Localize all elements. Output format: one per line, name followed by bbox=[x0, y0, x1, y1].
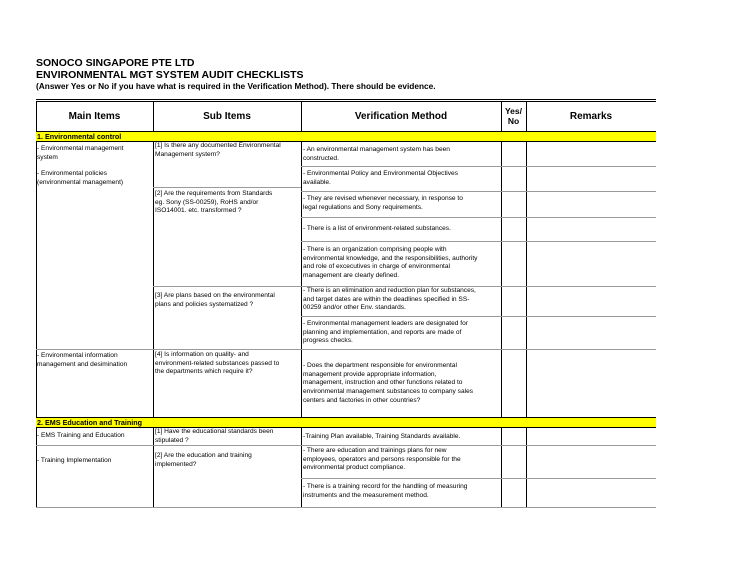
grid-hline bbox=[36, 507, 656, 508]
verification-method bbox=[303, 447, 461, 473]
verification-method bbox=[303, 362, 473, 406]
main-item bbox=[37, 457, 111, 466]
text-line: stipulated ? bbox=[155, 436, 189, 444]
verification-method bbox=[303, 195, 463, 212]
text-line: management provide appropriate information, bbox=[303, 370, 437, 378]
text-line: Management system? bbox=[155, 150, 220, 158]
section-environmental-control: 1. Environmental control bbox=[36, 132, 656, 141]
text-line: - There is a list of environment-related substances. bbox=[303, 225, 451, 232]
grid-hline bbox=[301, 241, 656, 242]
text-line: and role of excecutives in charge of environmental bbox=[303, 263, 450, 271]
verification-method bbox=[303, 287, 476, 313]
col-header-no: No bbox=[507, 116, 520, 126]
text-line: - There is an organization comprising people with bbox=[303, 246, 447, 253]
text-line: [2] Are the requirements from Standards bbox=[155, 190, 273, 197]
document-title: ENVIRONMENTAL MGT SYSTEM AUDIT CHECKLISTS bbox=[36, 69, 304, 81]
verification-method bbox=[303, 246, 477, 281]
text-line: (environmental management) bbox=[37, 178, 124, 186]
text-line: -Training Plan available, Training Standards available. bbox=[303, 433, 461, 440]
sub-item bbox=[155, 428, 273, 445]
text-line: 00259 and/or other Env. standards. bbox=[303, 304, 406, 312]
grid-hline bbox=[301, 191, 656, 192]
verification-method bbox=[303, 225, 451, 234]
text-line: - There are education and trainings plans for new bbox=[303, 447, 447, 454]
main-item bbox=[37, 432, 125, 441]
grid-hline bbox=[36, 349, 656, 350]
text-line: ISO14001. etc. transformed ? bbox=[155, 207, 242, 215]
instruction-note: (Answer Yes or No if you have what is required in the Verification Method). There should be evidence. bbox=[36, 81, 436, 91]
grid-hline bbox=[301, 166, 656, 167]
text-line: constructed. bbox=[303, 154, 339, 162]
grid-vline bbox=[501, 101, 502, 508]
grid-hline bbox=[301, 478, 656, 479]
grid-hline bbox=[153, 187, 301, 188]
verification-method bbox=[303, 170, 458, 187]
verification-method bbox=[303, 483, 467, 500]
company-name: SONOCO SINGAPORE PTE LTD bbox=[36, 57, 195, 69]
sub-item bbox=[155, 190, 272, 216]
text-line: [1] Have the educational standards been bbox=[155, 428, 274, 435]
text-line: and target dates are within the deadlines specified in SS- bbox=[303, 295, 470, 303]
text-line: management are clearly defined. bbox=[303, 272, 400, 280]
sub-item bbox=[155, 292, 275, 309]
text-line: progress checks. bbox=[303, 337, 353, 345]
text-line: planning and implementation, and reports are made of bbox=[303, 328, 462, 336]
grid-hline bbox=[153, 286, 301, 287]
text-line: - Environmental Policy and Environmental Objectives bbox=[303, 170, 459, 177]
text-line: legal regulations and Sony requirements. bbox=[303, 203, 423, 211]
text-line: - Environmental information bbox=[37, 352, 118, 359]
sub-item bbox=[155, 142, 281, 159]
text-line: implemented? bbox=[155, 460, 197, 468]
grid-hline bbox=[36, 445, 656, 446]
text-line: [1] Is there any documented Environmental bbox=[155, 142, 281, 149]
text-line: - Training Implementation bbox=[37, 457, 112, 464]
verification-method bbox=[303, 433, 460, 442]
grid-hline bbox=[36, 427, 656, 428]
text-line: environmental management substances to company sales bbox=[303, 388, 474, 396]
text-line: - Environmental management leaders are designated for bbox=[303, 320, 468, 327]
text-line: [2] Are the education and training bbox=[155, 452, 252, 459]
col-header-main-items: Main Items bbox=[68, 110, 121, 122]
grid-hline bbox=[301, 217, 656, 218]
text-line: [4] Is information on quality- and bbox=[155, 351, 249, 358]
text-line: - There is a training record for the handling of measuring bbox=[303, 483, 468, 490]
header-divider bbox=[36, 99, 656, 100]
main-item bbox=[37, 145, 124, 162]
text-line: - They are revised whenever necessary, in response to bbox=[303, 195, 463, 202]
grid-vline bbox=[526, 101, 527, 508]
text-line: instruments and the measurement method. bbox=[303, 491, 429, 499]
text-line: environmental knowledge, and the responsibilities, authority bbox=[303, 254, 478, 262]
document-header bbox=[36, 57, 436, 92]
text-line: - EMS Training and Education bbox=[37, 432, 125, 439]
col-header-yes-no bbox=[501, 102, 526, 130]
col-header-sub-items: Sub Items bbox=[203, 110, 251, 122]
text-line: the departments which require it? bbox=[155, 368, 253, 376]
text-line: - Does the department responsible for environmental bbox=[303, 362, 457, 369]
text-line: management, instruction and other functions related to bbox=[303, 379, 463, 387]
col-header-remarks: Remarks bbox=[569, 110, 613, 122]
col-header-verification-method: Verification Method bbox=[354, 110, 448, 122]
text-line: eg. Sony (SS-00259), RoHS and/or bbox=[155, 198, 259, 206]
text-line: management and desimination bbox=[37, 360, 128, 368]
text-line: - Environmental policies bbox=[37, 170, 107, 177]
main-item bbox=[37, 352, 127, 369]
text-line: - Environmental management bbox=[37, 145, 124, 152]
text-line: available. bbox=[303, 178, 331, 186]
sub-item bbox=[155, 351, 279, 377]
text-line: system bbox=[37, 153, 58, 161]
col-header-yes: Yes/ bbox=[504, 106, 523, 116]
text-line: environment-related substances passed to bbox=[155, 359, 280, 367]
text-line: - There is an elimination and reduction plan for substances, bbox=[303, 287, 476, 294]
text-line: centers and factories in other countries? bbox=[303, 396, 421, 404]
grid-vline bbox=[301, 101, 302, 508]
grid-hline bbox=[301, 316, 656, 317]
verification-method bbox=[303, 146, 450, 163]
text-line: employees, operators and persons responsible for the bbox=[303, 455, 461, 463]
text-line: - An environmental management system has been bbox=[303, 146, 450, 153]
main-item bbox=[37, 170, 123, 187]
sub-item bbox=[155, 452, 252, 469]
text-line: environmental product compliance. bbox=[303, 464, 406, 472]
verification-method bbox=[303, 320, 468, 346]
text-line: [3] Are plans based on the environmental bbox=[155, 292, 275, 299]
grid-vline bbox=[153, 101, 154, 508]
section-ems-education-training: 2. EMS Education and Training bbox=[36, 418, 656, 427]
text-line: plans and policies systematized ? bbox=[155, 300, 254, 308]
grid-hline bbox=[36, 141, 656, 142]
